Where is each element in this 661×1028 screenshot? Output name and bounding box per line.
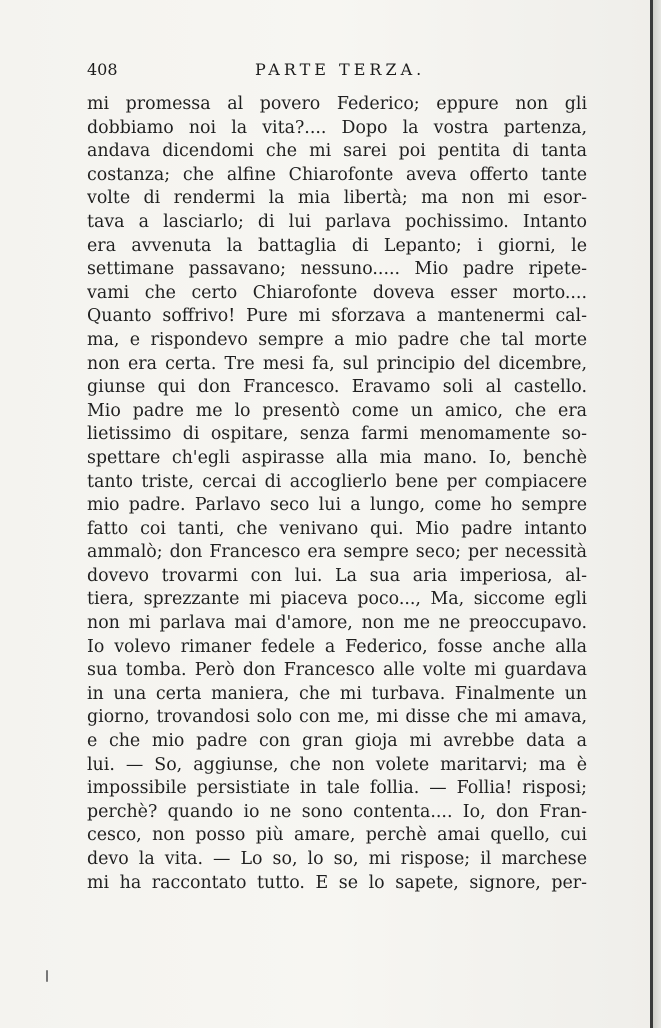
page-number: 408 [87, 60, 118, 79]
text-line: lietissimo di ospitare, senza farmi menomamente so- [87, 424, 587, 445]
running-head: PARTE TERZA. [255, 60, 426, 79]
text-line: lui. — So, aggiunse, che non volete maritarvi; ma è [87, 754, 587, 775]
text-line: non mi parlava mai d'amore, non me ne preoccupavo. [87, 613, 587, 634]
text-line: mi ha raccontato tutto. E se lo sapete, signore, per- [87, 872, 587, 893]
text-line: cesco, non posso più amare, perchè amai quello, cui [87, 825, 587, 846]
text-line: perchè? quando io ne sono contenta.... Io, don Fran- [87, 801, 587, 822]
text-line: Quanto soffrivo! Pure mi sforzava a mantenermi cal- [87, 306, 587, 327]
text-line: giunse qui don Francesco. Eravamo soli al castello. [87, 377, 587, 398]
text-line: tiera, sprezzante mi piaceva poco..., Ma, siccome egli [87, 589, 587, 610]
text-line: dovevo trovarmi con lui. La sua aria imperiosa, al- [87, 565, 587, 586]
text-line: fatto coi tanti, che venivano qui. Mio padre intanto [87, 518, 587, 539]
text-line: spettare ch'egli aspirasse alla mia mano. Io, benchè [87, 447, 587, 468]
text-line: sua tomba. Però don Francesco alle volte mi guardava [87, 660, 587, 681]
page-header [87, 60, 587, 84]
binding-shadow [653, 0, 661, 1028]
page-edge [650, 0, 653, 1028]
text-line: Mio padre me lo presentò come un amico, che era [87, 400, 587, 421]
text-line: costanza; che alfine Chiarofonte aveva offerto tante [87, 164, 587, 185]
text-line: in una certa maniera, che mi turbava. Finalmente un [87, 683, 587, 704]
text-line: giorno, trovandosi solo con me, mi disse che mi amava, [87, 707, 587, 728]
text-line: non era certa. Tre mesi fa, sul principio del dicembre, [87, 353, 587, 374]
text-line: tanto triste, cercai di accoglierlo bene per compiacere [87, 471, 587, 492]
text-line: ma, e rispondevo sempre a mio padre che tal morte [87, 329, 587, 350]
paper-speck [46, 970, 48, 982]
text-line: dobbiamo noi la vita?.... Dopo la vostra partenza, [87, 117, 587, 138]
body-text [87, 93, 587, 895]
text-line: devo la vita. — Lo so, lo so, mi rispose; il marchese [87, 849, 587, 869]
text-line: e che mio padre con gran gioja mi avrebbe data a [87, 731, 587, 752]
text-line: era avvenuta la battaglia di Lepanto; i giorni, le [87, 235, 587, 256]
text-line: volte di rendermi la mia libertà; ma non mi esor- [87, 188, 587, 209]
text-line: mi promessa al povero Federico; eppure non gli [87, 94, 587, 114]
text-line: andava dicendomi che mi sarei poi pentita di tanta [87, 141, 587, 162]
text-line: Io volevo rimaner fedele a Federico, fosse anche alla [87, 636, 587, 657]
text-line: vami che certo Chiarofonte doveva esser morto.... [87, 282, 587, 303]
text-line: tava a lasciarlo; di lui parlava pochissimo. Intanto [87, 211, 587, 232]
text-line: settimane passavano; nessuno..... Mio padre ripete- [87, 259, 587, 280]
text-line: impossibile persistiate in tale follia. — Follia! risposi; [87, 778, 587, 799]
text-line: ammalò; don Francesco era sempre seco; per necessità [87, 542, 587, 563]
text-line: mio padre. Parlavo seco lui a lungo, come ho sempre [87, 495, 587, 516]
